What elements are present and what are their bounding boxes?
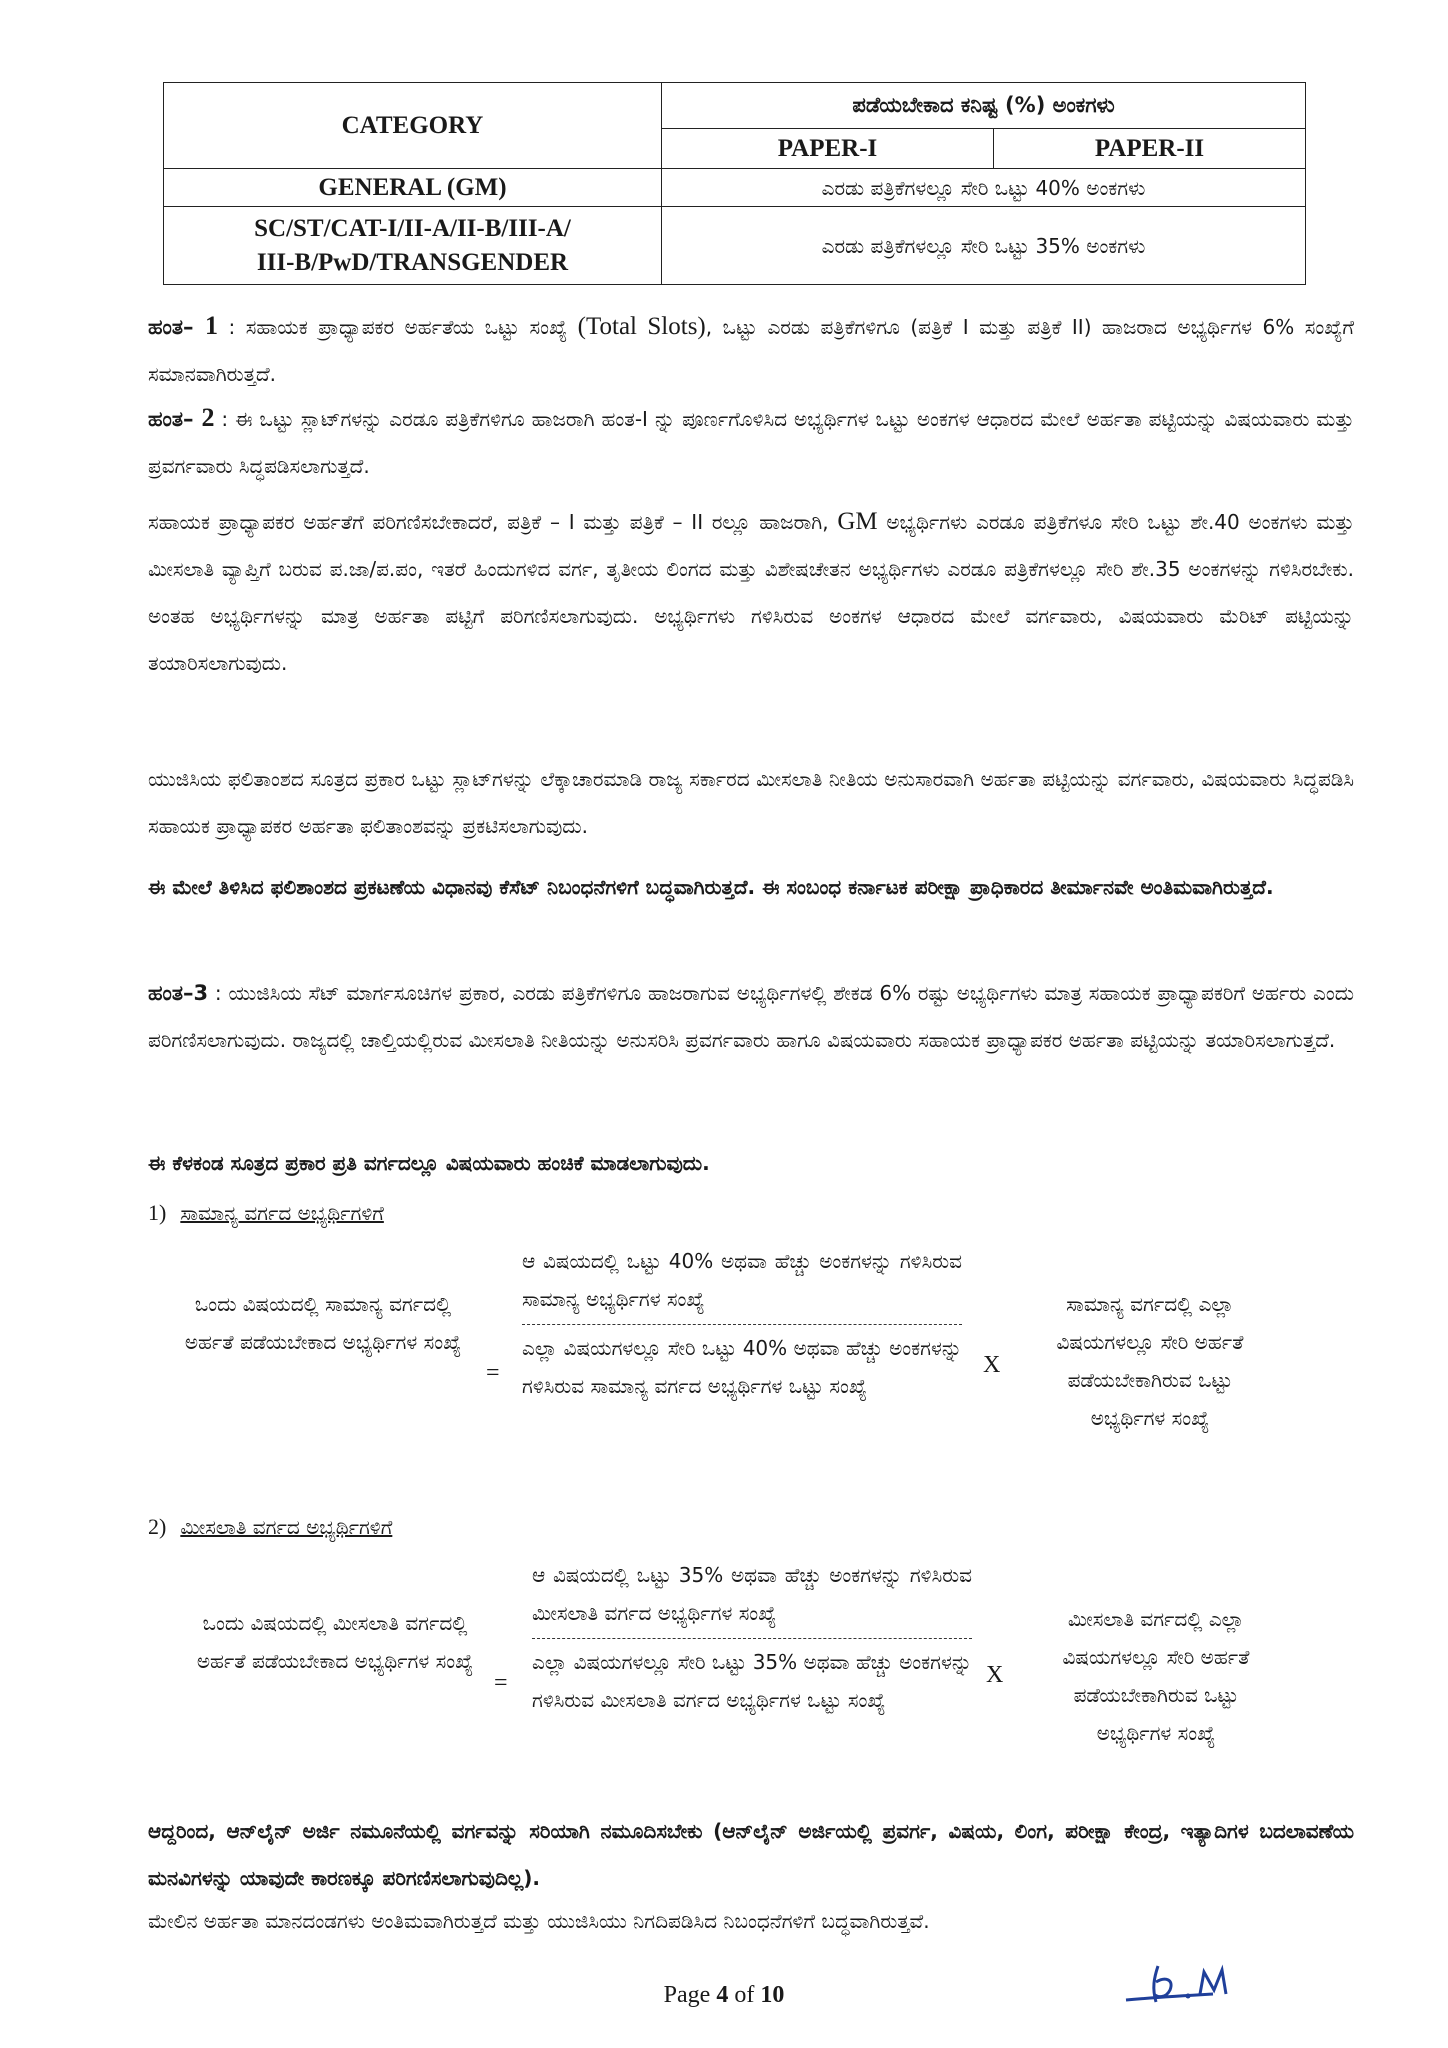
category-cell: GENERAL (GM) [164,169,662,207]
formula-1-left: ಒಂದು ವಿಷಯದಲ್ಲಿ ಸಾಮಾನ್ಯ ವರ್ಗದಲ್ಲಿ ಅರ್ಹತೆ ಪಡೆಯಬೇಕಾದ ಅಭ್ಯರ್ಥಿಗಳ ಸಂಖ್ಯೆ [184,1292,462,1354]
step-3-paragraph: ಹಂತ–3 : ಯುಜಿಸಿಯ ಸೆಟ್ ಮಾರ್ಗಸೂಚಿಗಳ ಪ್ರಕಾರ, ಎರಡು ಪತ್ರಿಕೆಗಳಿಗೂ ಹಾಜರಾಗುವ ಅಭ್ಯರ್ಥಿಗಳಲ್ಲಿ ಶೇಕಡ 6% ರಷ್ಟು ಅಭ್ಯರ್ಥಿಗಳು ಮಾತ್ರ ಸಹಾಯಕ ಪ್ರಾಧ್ಯಾಪಕರಿಗೆ ಅರ್ಹರು ಎಂದು ಪರಿಗಣಿಸಲಾಗುವುದು. ರಾಜ್ಯದಲ್ಲಿ ಚಾಲ್ತಿಯಲ್ಲಿರುವ ಮೀಸಲಾತಿ ನೀತಿಯನ್ನು ಅನುಸರಿಸಿ ಪ್ರವರ್ಗವಾರು ಹಾಗೂ ವಿಷಯವಾರು ಸಹಾಯಕ ಪ್ರಾಧ್ಯಾಪಕರ ಅರ್ಹತಾ ಪಟ್ಟಿಯನ್ನು ತಯಾರಿಸಲಾಗುತ್ತದೆ. [148,981,1354,1052]
formula-2-denominator: ಎಲ್ಲಾ ವಿಷಯಗಳಲ್ಲೂ ಸೇರಿ ಒಟ್ಟು 35% ಅಥವಾ ಹೆಚ್ಚು ಅಂಕಗಳನ್ನು ಗಳಿಸಿರುವ ಮೀಸಲಾತಿ ವರ್ಗದ ಅಭ್ಯರ್ಥಿಗಳ ಒಟ್ಟು ಸಂಖ್ಯೆ [532,1650,972,1712]
table-row [164,169,1306,207]
fraction-line [532,1638,972,1639]
formula-2-right: ಮೀಸಲಾತಿ ವರ್ಗದಲ್ಲಿ ಎಲ್ಲಾ ವಿಷಯಗಳಲ್ಲೂ ಸೇರಿ ಅರ್ಹತೆ ಪಡೆಯಬೇಕಾಗಿರುವ ಒಟ್ಟು ಅಭ್ಯರ್ಥಿಗಳ ಸಂಖ್ಯೆ [1062,1607,1250,1745]
formula-2-left: ಒಂದು ವಿಷಯದಲ್ಲಿ ಮೀಸಲಾತಿ ವರ್ಗದಲ್ಲಿ ಅರ್ಹತೆ ಪಡೆಯಬೇಕಾದ ಅಭ್ಯರ್ಥಿಗಳ ಸಂಖ್ಯೆ [196,1611,474,1673]
formula-1-equals: = [486,1360,500,1386]
allocation-paragraph: ಈ ಕೆಳಕಂಡ ಸೂತ್ರದ ಪ್ರಕಾರ ಪ್ರತಿ ವರ್ಗದಲ್ಲೂ ವಿಷಯವಾರು ಹಂಚಿಕೆ ಮಾಡಲಾಗುವುದು. [148,1151,710,1175]
step-1-paragraph: ಹಂತ– 1 : ಸಹಾಯಕ ಪ್ರಾಧ್ಯಾಪಕರ ಅರ್ಹತೆಯ ಒಟ್ಟು ಸಂಖ್ಯೆ (Total Slots), ಒಟ್ಟು ಎರಡು ಪತ್ರಿಕೆಗಳಿಗೂ (ಪತ್ರಿಕೆ I ಮತ್ತು ಪತ್ರಿಕೆ II) ಹಾಜರಾದ ಅಭ್ಯರ್ಥಿಗಳ 6% ಸಂಖ್ಯೆಗೆ ಸಮಾನವಾಗಿರುತ್ತದೆ. [148,311,1354,386]
formula-2-fraction [532,1556,972,1719]
marks-header: ಪಡೆಯಬೇಕಾದ ಕನಿಷ್ಟ (%) ಅಂಕಗಳು [662,83,1306,129]
kea-decision-paragraph: ಈ ಮೇಲೆ ತಿಳಿಸಿದ ಫಲಿಶಾಂಶದ ಪ್ರಕಟಣೆಯ ವಿಧಾನವು ಕೆಸೆಟ್ ನಿಬಂಧನೆಗಳಿಗೆ ಬದ್ಧವಾಗಿರುತ್ತದೆ. ಈ ಸಂಬಂಧ ಕರ್ನಾಟಕ ಪರೀಕ್ಷಾ ಪ್ರಾಧಿಕಾರದ ತೀರ್ಮಾನವೇ ಅಂತಿಮವಾಗಿರುತ್ತದೆ. [148,875,1274,899]
paper2-header: PAPER-II [994,129,1306,169]
formula-1-times: X [983,1352,1001,1378]
final-criteria-paragraph: ಮೇಲಿನ ಅರ್ಹತಾ ಮಾನದಂಡಗಳು ಅಂತಿಮವಾಗಿರುತ್ತದೆ ಮತ್ತು ಯುಜಿಸಿಯು ನಿಗದಿಪಡಿಸಿದ ನಿಬಂಧನೆಗಳಿಗೆ ಬದ್ಧವಾಗಿರುತ್ತವೆ. [148,1909,930,1933]
category-marks-table [163,82,1306,285]
formula-2-times: X [986,1662,1004,1688]
table-row [164,207,1306,285]
formula-1-right: ಸಾಮಾನ್ಯ ವರ್ಗದಲ್ಲಿ ಎಲ್ಲಾ ವಿಷಯಗಳಲ್ಲೂ ಸೇರಿ ಅರ್ಹತೆ ಪಡೆಯಬೇಕಾಗಿರುವ ಒಟ್ಟು ಅಭ್ಯರ್ಥಿಗಳ ಸಂಖ್ಯೆ [1056,1292,1244,1430]
fraction-line [522,1324,962,1325]
marks-cell: ಎರಡು ಪತ್ರಿಕೆಗಳಲ್ಲೂ ಸೇರಿ ಒಟ್ಟು 40% ಅಂಕಗಳು [662,169,1306,207]
paper1-header: PAPER-I [662,129,994,169]
category-cell: SC/ST/CAT-I/II-A/II-B/III-A/ III-B/PwD/TRANSGENDER [164,207,662,285]
formula-1-denominator: ಎಲ್ಲಾ ವಿಷಯಗಳಲ್ಲೂ ಸೇರಿ ಒಟ್ಟು 40% ಅಥವಾ ಹೆಚ್ಚು ಅಂಕಗಳನ್ನು ಗಳಿಸಿರುವ ಸಾಮಾನ್ಯ ವರ್ಗದ ಅಭ್ಯರ್ಥಿಗಳ ಒಟ್ಟು ಸಂಖ್ಯೆ [522,1336,962,1398]
formula-2-equals: = [494,1670,508,1696]
step-2-paragraph: ಹಂತ– 2 : ಈ ಒಟ್ಟು ಸ್ಲಾಟ್‌ಗಳನ್ನು ಎರಡೂ ಪತ್ರಿಕೆಗಳಿಗೂ ಹಾಜರಾಗಿ ಹಂತ-I ನ್ನು ಪೂರ್ಣಗೊಳಿಸಿದ ಅಭ್ಯರ್ಥಿಗಳ ಒಟ್ಟು ಅಂಕಗಳ ಆಧಾರದ ಮೇಲೆ ಅರ್ಹತಾ ಪಟ್ಟಿಯನ್ನು ವಿಷಯವಾರು ಮತ್ತು ಪ್ರವರ್ಗವಾರು ಸಿದ್ಧಪಡಿಸಲಾಗುತ್ತದೆ. [148,403,1354,478]
formula-1-numerator: ಆ ವಿಷಯದಲ್ಲಿ ಒಟ್ಟು 40% ಅಥವಾ ಹೆಚ್ಚು ಅಂಕಗಳನ್ನು ಗಳಿಸಿರುವ ಸಾಮಾನ್ಯ ಅಭ್ಯರ್ಥಿಗಳ ಸಂಖ್ಯೆ [522,1249,962,1311]
ugc-formula-paragraph: ಯುಜಿಸಿಯ ಫಲಿತಾಂಶದ ಸೂತ್ರದ ಪ್ರಕಾರ ಒಟ್ಟು ಸ್ಲಾಟ್‌ಗಳನ್ನು ಲೆಕ್ಕಾಚಾರಮಾಡಿ ರಾಜ್ಯ ಸರ್ಕಾರದ ಮೀಸಲಾತಿ ನೀತಿಯ ಅನುಸಾರವಾಗಿ ಅರ್ಹತಾ ಪಟ್ಟಿಯನ್ನು ವರ್ಗವಾರು, ವಿಷಯವಾರು ಸಿದ್ಧಪಡಿಸಿ ಸಹಾಯಕ ಪ್ರಾಧ್ಯಾಪಕರ ಅರ್ಹತಾ ಫಲಿತಾಂಶವನ್ನು ಪ್ರಕಟಿಸಲಾಗುವುದು. [148,767,1354,838]
page-number: Page 4 of 10 [663,1982,785,2008]
category-header: CATEGORY [164,83,662,169]
eligibility-paragraph: ಸಹಾಯಕ ಪ್ರಾಧ್ಯಾಪಕರ ಅರ್ಹತೆಗೆ ಪರಿಗಣಿಸಬೇಕಾದರೆ, ಪತ್ರಿಕೆ – I ಮತ್ತು ಪತ್ರಿಕೆ – II ರಲ್ಲೂ ಹಾಜರಾಗಿ, GM ಅಭ್ಯರ್ಥಿಗಳು ಎರಡೂ ಪತ್ರಿಕೆಗಳೂ ಸೇರಿ ಒಟ್ಟು ಶೇ.40 ಅಂಕಗಳು ಮತ್ತು ಮೀಸಲಾತಿ ವ್ಯಾಪ್ತಿಗೆ ಬರುವ ಪ.ಜಾ/ಪ.ಪಂ, ಇತರೆ ಹಿಂದುಗಳಿದ ವರ್ಗ, ತೃತೀಯ ಲಿಂಗದ ಮತ್ತು ವಿಶೇಷಚೇತನ ಅಭ್ಯರ್ಥಿಗಳು ಎರಡೂ ಪತ್ರಿಕೆಗಳಲ್ಲೂ ಸೇರಿ ಶೇ.35 ಅಂಕಗಳನ್ನು ಗಳಿಸಿರಬೇಕು. ಅಂತಹ ಅಭ್ಯರ್ಥಿಗಳನ್ನು ಮಾತ್ರ ಅರ್ಹತಾ ಪಟ್ಟಿಗೆ ಪರಿಗಣಿಸಲಾಗುವುದು. ಅಭ್ಯರ್ಥಿಗಳು ಗಳಿಸಿರುವ ಅಂಕಗಳ ಆಧಾರದ ಮೇಲೆ ವರ್ಗವಾರು, ವಿಷಯವಾರು ಮೆರಿಟ್ ಪಟ್ಟಿಯನ್ನು ತಯಾರಿಸಲಾಗುವುದು. [148,508,1355,675]
formula-1-fraction [522,1242,962,1405]
formula-2-title: 2) ಮೀಸಲಾತಿ ವರ್ಗದ ಅಭ್ಯರ್ಥಿಗಳಿಗೆ [148,1514,393,1539]
formula-2-numerator: ಆ ವಿಷಯದಲ್ಲಿ ಒಟ್ಟು 35% ಅಥವಾ ಹೆಚ್ಚು ಅಂಕಗಳನ್ನು ಗಳಿಸಿರುವ ಮೀಸಲಾತಿ ವರ್ಗದ ಅಭ್ಯರ್ಥಿಗಳ ಸಂಖ್ಯೆ [532,1563,972,1625]
formula-1-title: 1) ಸಾಮಾನ್ಯ ವರ್ಗದ ಅಭ್ಯರ್ಥಿಗಳಿಗೆ [148,1200,384,1225]
online-application-paragraph: ಆದ್ದರಿಂದ, ಆನ್‌ಲೈನ್ ಅರ್ಜಿ ನಮೂನೆಯಲ್ಲಿ ವರ್ಗವನ್ನು ಸರಿಯಾಗಿ ನಮೂದಿಸಬೇಕು (ಆನ್‌ಲೈನ್ ಅರ್ಜಿಯಲ್ಲಿ ಪ್ರವರ್ಗ, ವಿಷಯ, ಲಿಂಗ, ಪರೀಕ್ಷಾ ಕೇಂದ್ರ, ಇತ್ಯಾದಿಗಳ ಬದಲಾವಣೆಯ ಮನವಿಗಳನ್ನು ಯಾವುದೇ ಕಾರಣಕ್ಕೂ ಪರಿಗಣಿಸಲಾಗುವುದಿಲ್ಲ). [148,1819,1354,1890]
marks-cell: ಎರಡು ಪತ್ರಿಕೆಗಳಲ್ಲೂ ಸೇರಿ ಒಟ್ಟು 35% ಅಂಕಗಳು [662,207,1306,285]
